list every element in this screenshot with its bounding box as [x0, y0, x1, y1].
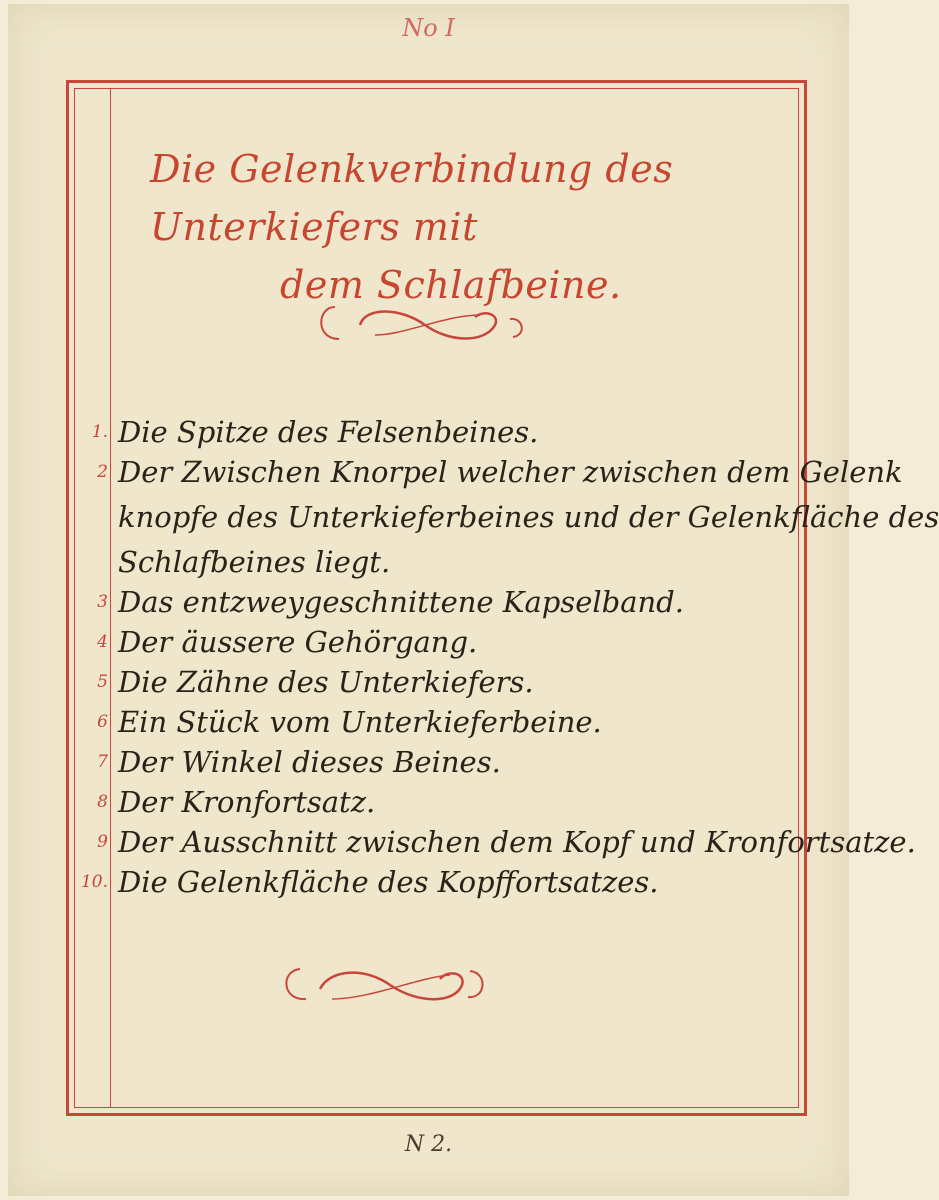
list-item: [0, 660, 857, 705]
list-item: [0, 450, 939, 585]
list-item-text: Schlafbeines liegt.: [118, 545, 391, 579]
bottom-flourish: [270, 955, 500, 1015]
page-title: [150, 140, 790, 314]
list-item-number: 5: [97, 672, 108, 692]
list-item: [0, 700, 857, 745]
list-item-number: 1.: [91, 422, 108, 442]
list-item-text: Das entzweygeschnittene Kapselband.: [118, 585, 684, 619]
list-item: [0, 820, 916, 865]
page-number-top: No I: [402, 14, 455, 42]
list-item-number: 10.: [80, 872, 108, 892]
list-item: [0, 860, 857, 905]
list-item: [0, 620, 857, 665]
list-item-text: Der Zwischen Knorpel welcher zwischen dem Gelenk: [118, 455, 903, 489]
list-item-text: Ein Stück vom Unterkieferbeine.: [118, 705, 602, 739]
list-item: [0, 580, 857, 625]
list-item-text: Der Winkel dieses Beines.: [118, 745, 501, 779]
list-item-number: 8: [97, 792, 108, 812]
top-flourish: [305, 295, 545, 355]
list-item-number: 6: [97, 712, 108, 732]
list-item: [0, 740, 857, 785]
list-item: [0, 410, 857, 455]
list-item-text: knopfe des Unterkieferbeines und der Gelenkfläche des: [118, 500, 939, 534]
list-item-number: 2: [97, 462, 108, 482]
page-number-bottom: N 2.: [404, 1132, 453, 1157]
list-item: [0, 780, 857, 825]
list-item-text: Der äussere Gehörgang.: [118, 625, 478, 659]
list-item-text: Der Ausschnitt zwischen dem Kopf und Kronfortsatze.: [118, 825, 916, 859]
title-line-1: Die Gelenkverbindung des Unterkiefers mit: [150, 147, 674, 249]
list-item-number: 4: [97, 632, 108, 652]
list-item-text: Die Spitze des Felsenbeines.: [118, 415, 539, 449]
list-item-text: Die Zähne des Unterkiefers.: [118, 665, 534, 699]
title-line-2: dem Schlafbeine.: [280, 263, 622, 307]
list-item-text: Die Gelenkfläche des Kopffortsatzes.: [118, 865, 659, 899]
list-item-number: 9: [97, 832, 108, 852]
list-item-number: 7: [97, 752, 108, 772]
list-item-text: Der Kronfortsatz.: [118, 785, 376, 819]
list-item-number: 3: [97, 592, 108, 612]
